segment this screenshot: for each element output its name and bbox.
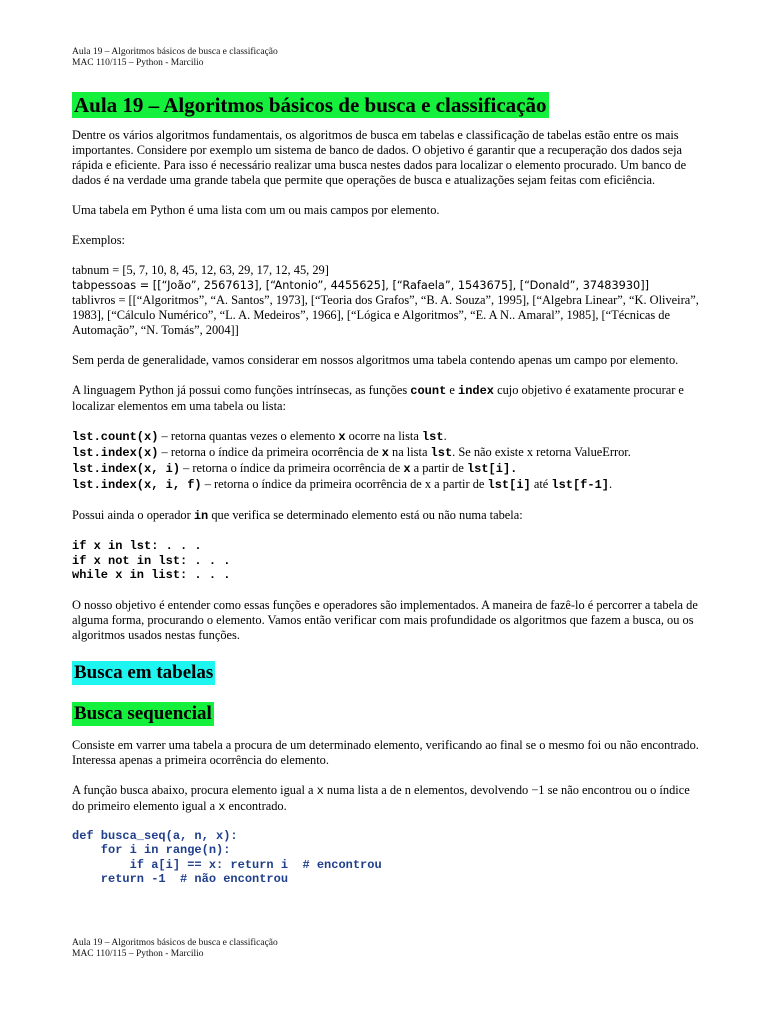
consiste-paragraph: Consiste em varrer uma tabela a procura de um determinado elemento, verificando ao final se o mesmo foi ou não encontrado. Interessa apenas a primeira ocorrência do elemento. <box>72 737 699 767</box>
method-code: lst.index(x) <box>72 446 159 460</box>
footer-line-1: Aula 19 – Algoritmos básicos de busca e classificação <box>72 938 278 948</box>
method-code-inline: lst <box>421 430 444 444</box>
method-code-inline: lst[i] <box>487 478 531 492</box>
method-text: – retorna quantas vezes o elemento <box>158 429 339 443</box>
method-text: na lista <box>388 445 431 459</box>
method-code-inline: x <box>381 446 389 460</box>
linguagem-paragraph <box>72 383 702 414</box>
code-block-busca-seq: def busca_seq(a, n, x): for i in range(n): if a[i] == x: return i # encontrou return -1 # não encontrou <box>72 828 382 886</box>
operador-paragraph <box>72 508 702 524</box>
methods-list <box>72 429 702 493</box>
in-keyword: in <box>193 509 209 523</box>
code-x: x <box>218 799 226 814</box>
funcao-text: encontrado. <box>225 798 287 813</box>
method-code: lst.count(x) <box>72 430 159 444</box>
header-line-1: Aula 19 – Algoritmos básicos de busca e classificação <box>72 47 278 57</box>
code-x: x <box>316 783 324 798</box>
objetivo-paragraph: O nosso objetivo é entender como essas funções e operadores são implementados. A maneira de fazê-lo é percorrer a tabela de alguma forma, procurando o elemento. Vamos então verificar com mais profundidade os algoritmos que fazem a busca, ou os algoritmos usados nestas funções. <box>72 597 698 642</box>
exemplos-label: Exemplos: <box>72 233 125 247</box>
method-text: – retorna o índice da primeira ocorrência de x a partir de <box>201 477 488 491</box>
funcao-text: numa lista a de n elementos, devolvendo −1 se não encontrou ou o índice do primeiro elemento igual a <box>72 782 690 813</box>
main-content <box>72 92 702 887</box>
method-code-inline: lst[i]. <box>466 462 518 476</box>
code-block-in: if x in lst: . . . if x not in lst: . . . while x in list: . . . <box>72 539 231 582</box>
method-code-inline: lst[f-1] <box>551 478 609 492</box>
method-code-inline: x <box>338 430 346 444</box>
sem-perda-paragraph: Sem perda de generalidade, vamos considerar em nossos algoritmos uma tabela contendo apenas um campo por elemento. <box>72 353 679 367</box>
funcao-text: A função busca abaixo, procura elemento igual a <box>72 782 317 797</box>
page-title: Aula 19 – Algoritmos básicos de busca e classificação <box>74 93 547 117</box>
method-text: a partir de <box>410 461 467 475</box>
method-item <box>72 429 702 445</box>
example-tablivros: tablivros = [[“Algoritmos”, “A. Santos”, 1973], [“Teoria dos Grafos”, “B. A. Souza”, 1995], [“Algebra Linear”, “K. Oliveira”, 1983], [“Cálculo Numérico”, “L. A. Medeiros”, 1966], [“Lógica e Algoritmos”, “E. A N.. Amaral”, 1985], [“Técnicas de Automação”, “N. Tomás”, 2004]] <box>72 293 699 337</box>
intro-paragraph: Dentre os vários algoritmos fundamentais, os algoritmos de busca em tabelas e classificação de tabelas estão entre os mais importantes. Considere por exemplo um sistema de banco de dados. O objetivo é garantir que a recuperação dos dados seja rápida e eficiente. Para isso é necessário realizar uma busca nestes dados para localizar o elemento procurado. Um banco de dados é na verdade uma grande tabela que permite que operações de busca e atualizações sejam feitas com eficiência. <box>72 128 687 187</box>
method-item <box>72 445 702 461</box>
heading-busca-sequencial: Busca sequencial <box>74 702 212 724</box>
method-text: – retorna o índice da primeira ocorrência de <box>158 445 382 459</box>
linguagem-text-1: A linguagem Python já possui como funções intrínsecas, as funções <box>72 383 411 397</box>
method-code-inline: lst <box>430 446 453 460</box>
method-code: lst.index(x, i) <box>72 462 181 476</box>
method-text: ocorre na lista <box>345 429 422 443</box>
example-tabpessoas: tabpessoas = [[“João”, 2567613], [“Antonio”, 4455625], [“Rafaela”, 1543675], [“Donald”, 37483930]] <box>72 279 650 292</box>
method-code: lst.index(x, i, f) <box>72 478 202 492</box>
heading-busca-tabelas: Busca em tabelas <box>74 661 214 683</box>
method-item <box>72 461 702 477</box>
page-header <box>72 47 278 69</box>
operador-text-1: Possui ainda o operador <box>72 508 194 522</box>
method-text: . <box>608 477 613 491</box>
footer-line-2: MAC 110/115 – Python - Marcilio <box>72 949 204 959</box>
method-text: até <box>530 477 552 491</box>
method-text: . <box>443 429 447 443</box>
method-item <box>72 477 702 493</box>
linguagem-text-3: cujo objetivo é exatamente procurar e localizar elementos em uma tabela ou lista: <box>72 383 684 413</box>
method-text: . Se não existe x retorna ValueError. <box>452 445 631 459</box>
page-footer <box>72 938 278 960</box>
index-keyword: index <box>458 384 495 398</box>
linguagem-text-2: e <box>446 383 458 397</box>
tabela-paragraph: Uma tabela em Python é uma lista com um ou mais campos por elemento. <box>72 203 440 217</box>
count-keyword: count <box>410 384 447 398</box>
header-line-2: MAC 110/115 – Python - Marcilio <box>72 58 204 68</box>
operador-text-2: que verifica se determinado elemento está ou não numa tabela: <box>208 508 523 522</box>
method-code-inline: x <box>403 462 411 476</box>
method-text: – retorna o índice da primeira ocorrência de <box>180 461 404 475</box>
funcao-busca-paragraph <box>72 783 702 815</box>
example-tabnum: tabnum = [5, 7, 10, 8, 45, 12, 63, 29, 17, 12, 45, 29] <box>72 263 329 277</box>
